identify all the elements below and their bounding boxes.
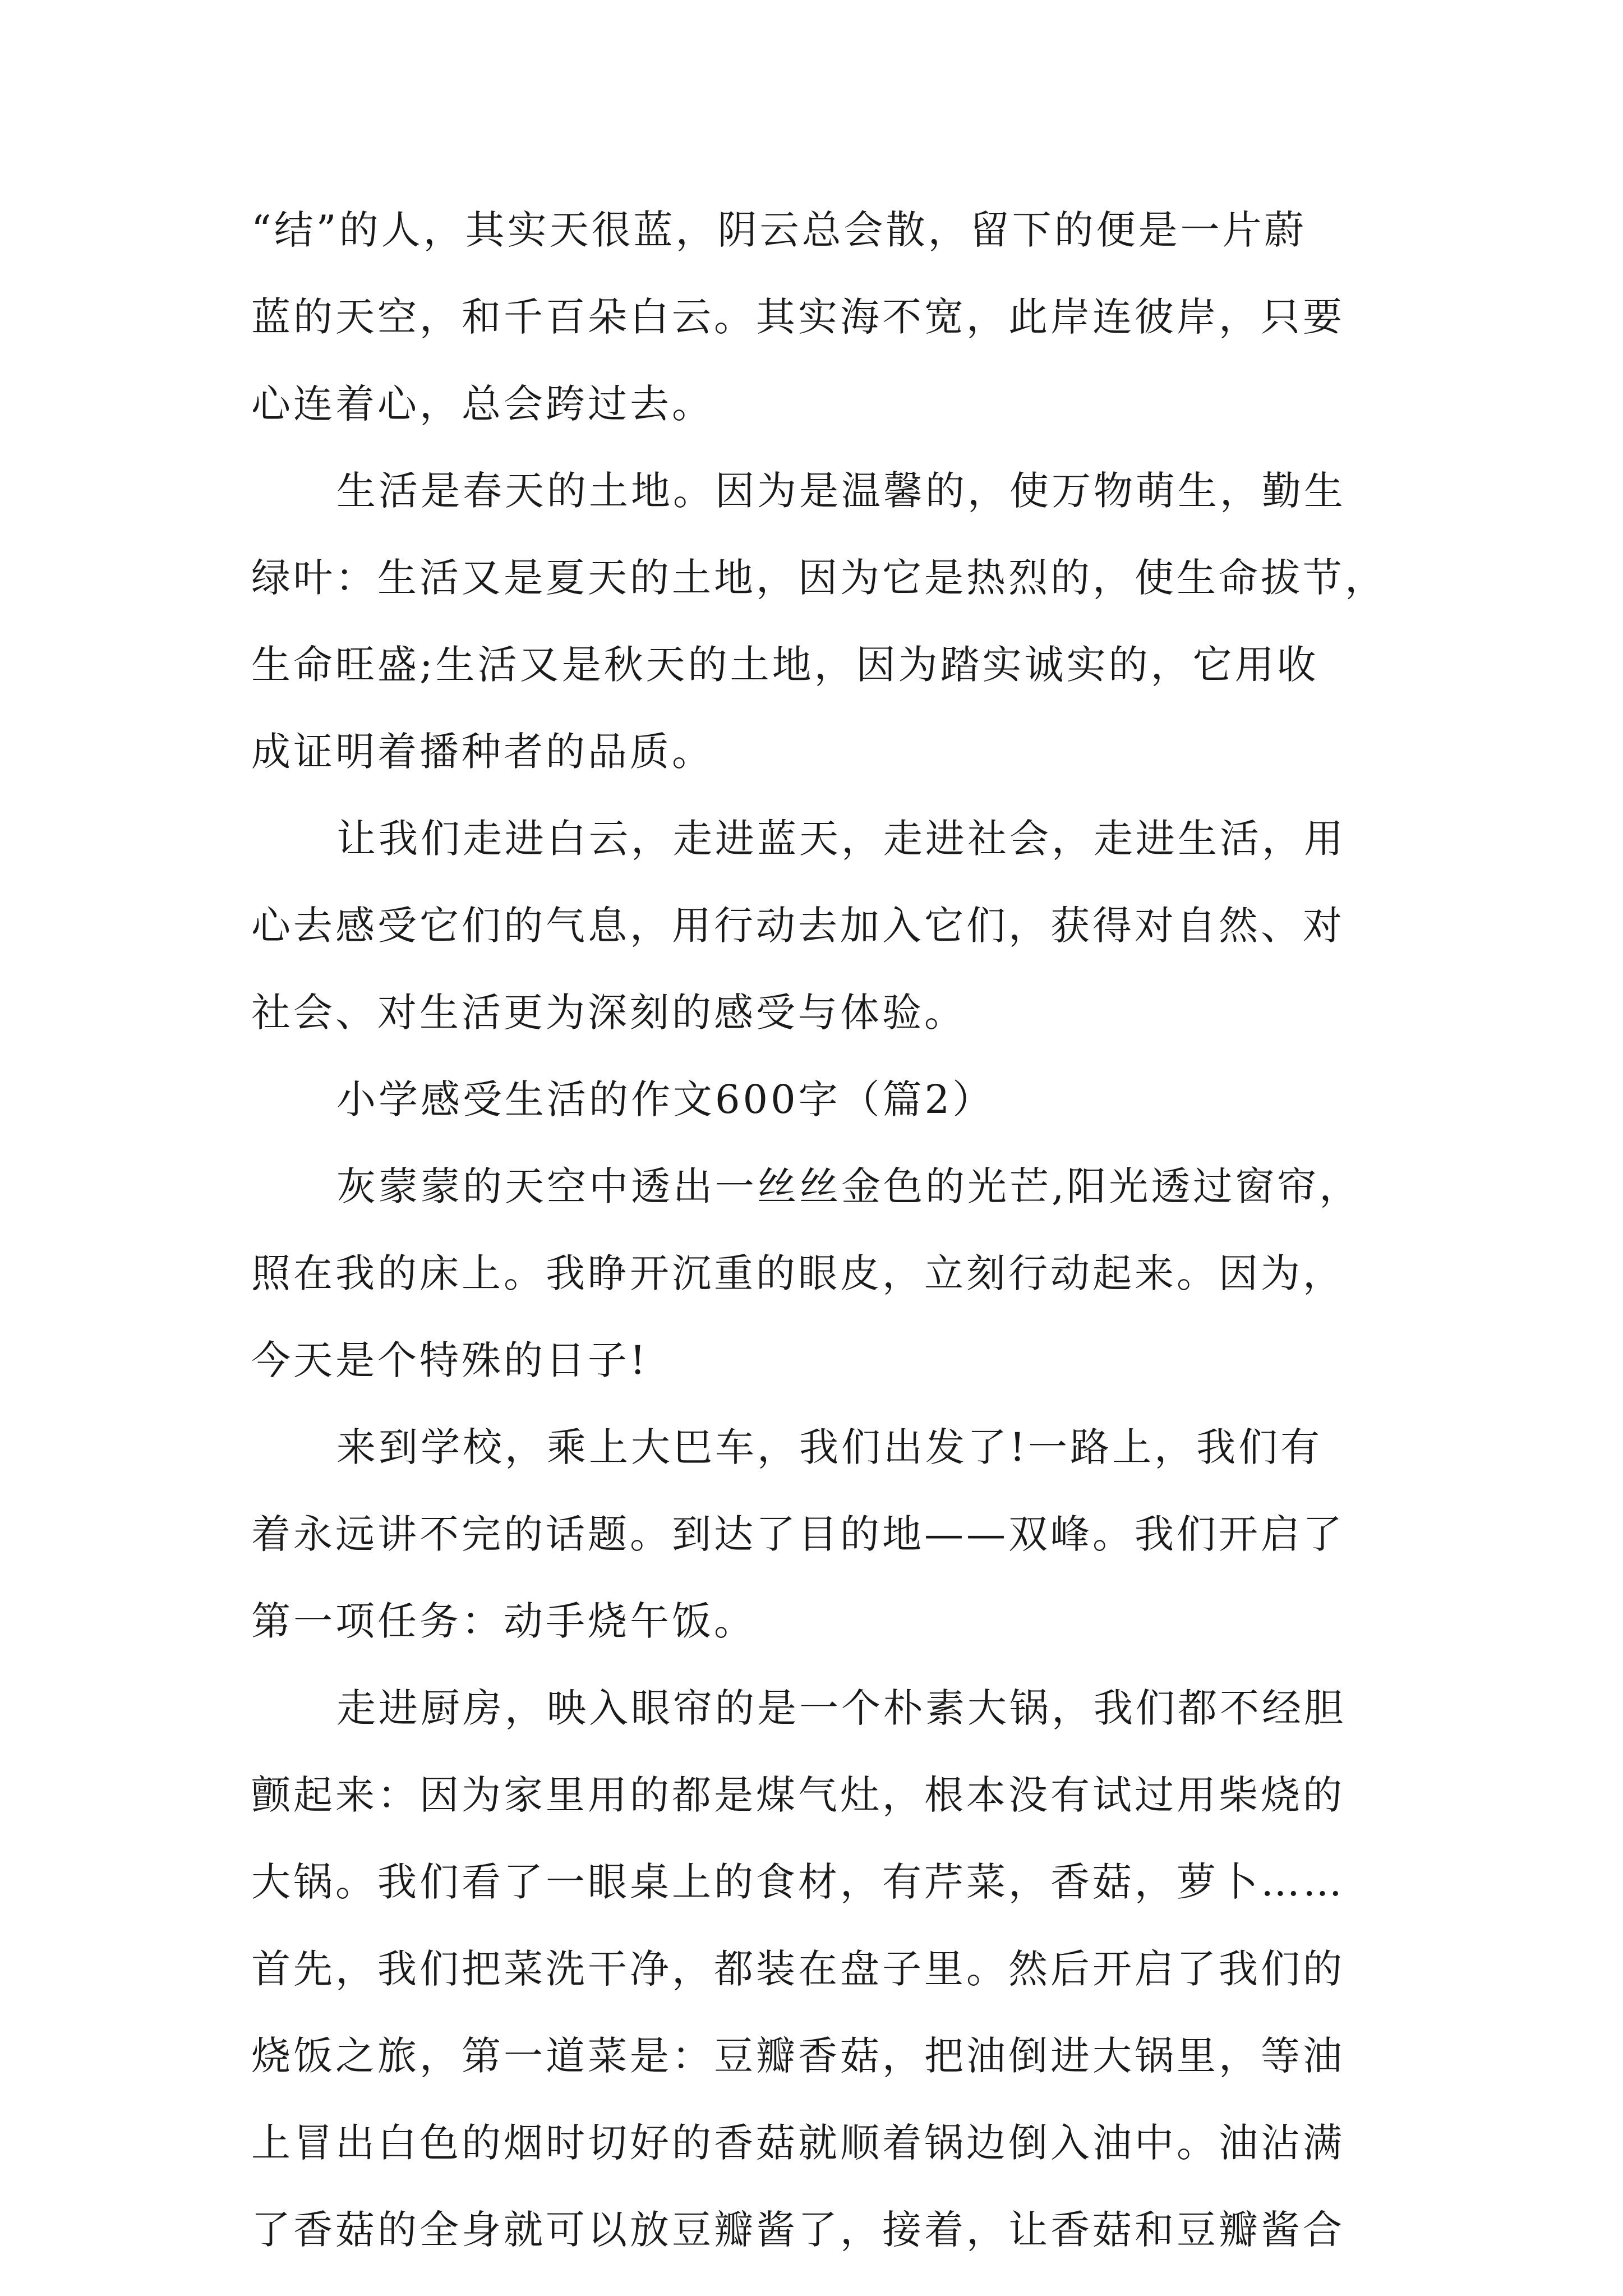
text-line: 心去感受它们的气息，用行动去加入它们，获得对自然、对 <box>251 903 1345 949</box>
text-line: 了香菇的全身就可以放豆瓣酱了，接着，让香菇和豆瓣酱合 <box>251 2207 1345 2253</box>
text-line: 首先，我们把菜洗干净，都装在盘子里。然后开启了我们的 <box>251 1946 1345 1992</box>
text-line: 让我们走进白云，走进蓝天，走进社会，走进生活，用 <box>336 816 1346 862</box>
text-line: 烧饭之旅，第一道菜是：豆瓣香菇，把油倒进大锅里，等油 <box>251 2033 1345 2079</box>
text-line: 颤起来：因为家里用的都是煤气灶，根本没有试过用柴烧的 <box>251 1772 1345 1818</box>
text-line: 成证明着播种者的品质。 <box>251 729 714 775</box>
text-line: 生活是春天的土地。因为是温馨的，使万物萌生，勤生 <box>336 468 1346 514</box>
text-line: 生命旺盛;生活又是秋天的土地，因为踏实诚实的，它用收 <box>251 642 1319 688</box>
text-line: 大锅。我们看了一眼桌上的食材，有芹菜，香菇，萝卜…… <box>251 1859 1345 1905</box>
text-line: 走进厨房，映入眼帘的是一个朴素大锅，我们都不经胆 <box>336 1685 1346 1731</box>
text-line: “结”的人，其实天很蓝，阴云总会散，留下的便是一片蔚 <box>251 207 1307 253</box>
text-line: 蓝的天空，和千百朵白云。其实海不宽，此岸连彼岸，只要 <box>251 294 1345 340</box>
text-line: 绿叶：生活又是夏天的土地，因为它是热烈的，使生命拔节， <box>251 555 1387 601</box>
text-line: 上冒出白色的烟时切好的香菇就顺着锅边倒入油中。油沾满 <box>251 2120 1345 2166</box>
text-line: 灰蒙蒙的天空中透出一丝丝金色的光芒,阳光透过窗帘， <box>336 1163 1362 1209</box>
text-line: 心连着心，总会跨过去。 <box>251 381 714 427</box>
text-line: 第一项任务：动手烧午饭。 <box>251 1598 756 1644</box>
text-line: 社会、对生活更为深刻的感受与体验。 <box>251 990 966 1036</box>
section-heading: 小学感受生活的作文600字（篇2） <box>336 1076 995 1122</box>
text-line: 照在我的床上。我睁开沉重的眼皮，立刻行动起来。因为， <box>251 1250 1345 1296</box>
text-line: 着永远讲不完的话题。到达了目的地——双峰。我们开启了 <box>251 1511 1345 1557</box>
text-line: 今天是个特殊的日子! <box>251 1337 649 1383</box>
text-line: 来到学校，乘上大巴车，我们出发了!一路上，我们有 <box>336 1424 1323 1470</box>
